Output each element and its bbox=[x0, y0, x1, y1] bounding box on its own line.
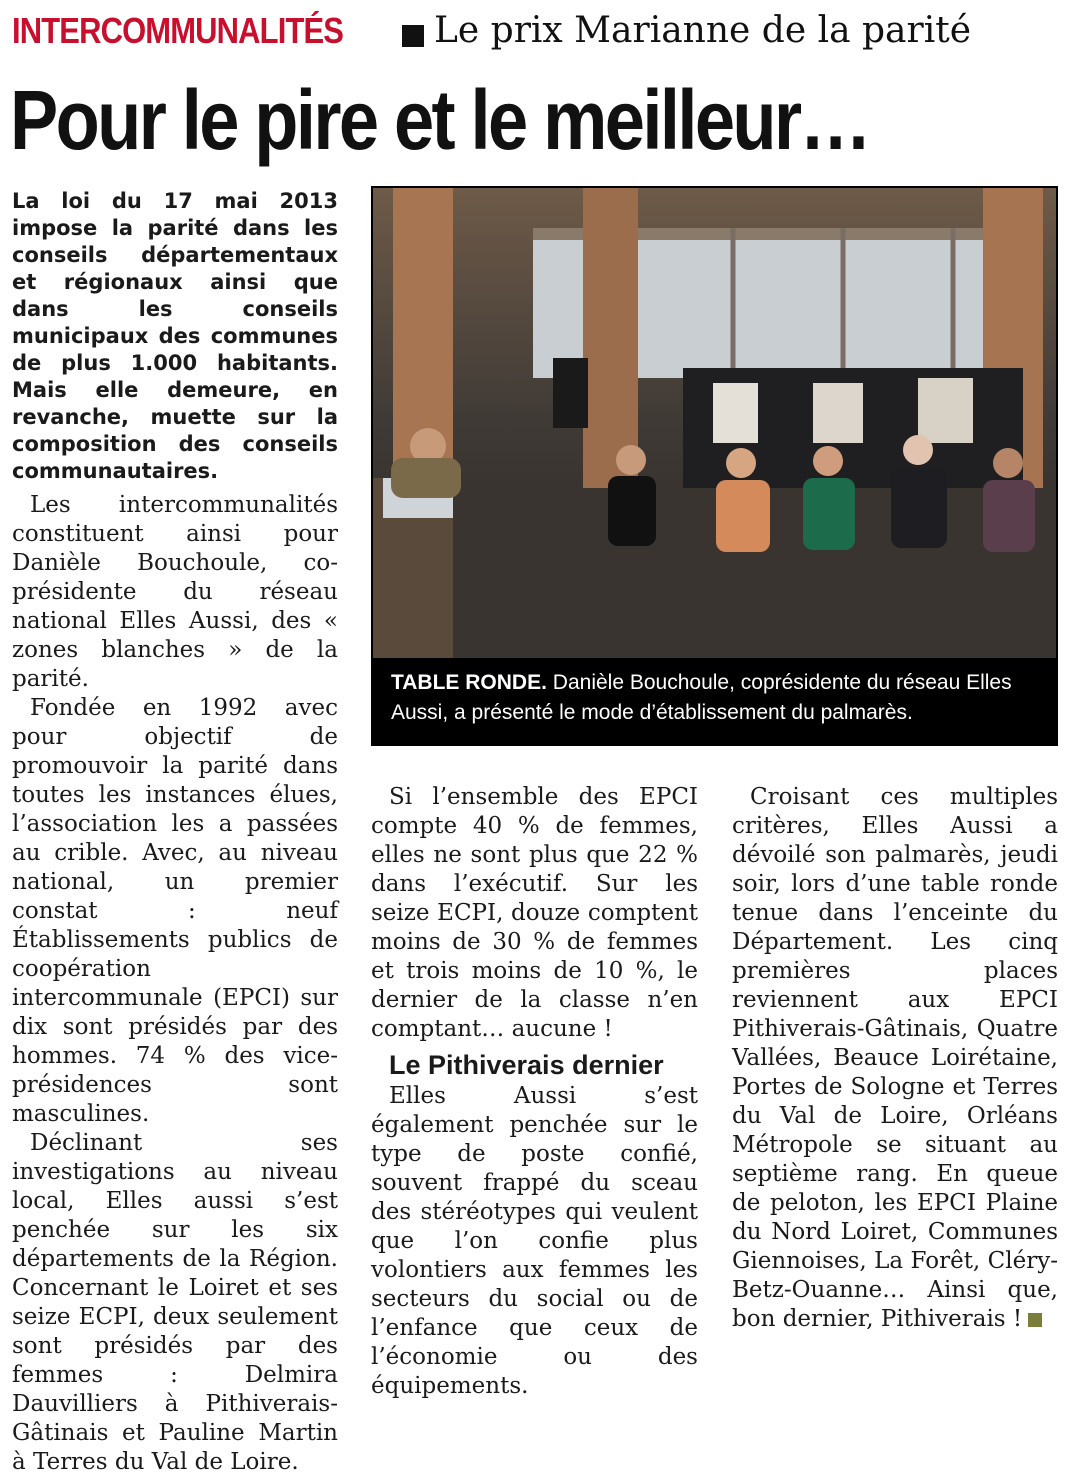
caption-label: TABLE RONDE. bbox=[391, 671, 547, 694]
lede: La loi du 17 mai 2013 impose la parité dans les conseils départementaux et régionaux ainsi que dans les conseils municipaux des communes de plus 1.000 habitants. Mais elle demeure, en revanche, muette sur la composition des conseils communautaires. bbox=[12, 189, 338, 483]
photo-block bbox=[371, 186, 1058, 746]
kicker bbox=[12, 10, 1062, 62]
paragraph: Les intercommunalités constituent ainsi pour Danièle Bouchoule, co-présidente du réseau national Elles Aussi, des « zones blanches » de la parité. bbox=[12, 492, 338, 692]
rubric-label: INTERCOMMUNALITÉS bbox=[12, 10, 344, 51]
end-of-article-square-icon bbox=[1028, 1313, 1042, 1327]
headline: Pour le pire et le meilleur… bbox=[10, 73, 870, 167]
separator-square-icon bbox=[402, 25, 424, 47]
caption-text: Danièle Bouchoule, coprésidente du réseau Elles Aussi, a présenté le mode d’établissement du palmarès. bbox=[391, 671, 1012, 724]
column-2 bbox=[371, 783, 698, 1401]
column-3 bbox=[732, 783, 1058, 1334]
paragraph: Déclinant ses investigations au niveau local, Elles aussi s’est penchée sur les six départements de la Région. Concernant le Loiret et ses seize ECPI, deux seulement sont présidés par des femmes : Delmira Dauvilliers à Pithiverais-Gâtinais et Pauline Martin à Terres du Val de Loire. bbox=[12, 1130, 338, 1475]
paragraph: Fondée en 1992 avec pour objectif de promouvoir la parité dans toutes les instances élues, l’association les a passées au crible. Avec, au niveau national, un premier constat : neuf Établissements publics de coopération intercommunale (EPCI) sur dix sont présidés par des hommes. 74 % des vice-présidences sont masculines. bbox=[12, 695, 338, 1127]
kicker-subtitle: Le prix Marianne de la parité bbox=[434, 10, 972, 51]
paragraph: Si l’ensemble des EPCI compte 40 % de femmes, elles ne sont plus que 22 % dans l’exécutif. Sur les seize ECPI, douze comptent moins de 30 % de femmes et trois moins de 10 %, le dernier de la classe n’en comptant… aucune ! bbox=[371, 784, 698, 1042]
round-table-photo bbox=[373, 188, 1056, 658]
subheading: Le Pithiverais dernier bbox=[389, 1050, 664, 1080]
column-1 bbox=[12, 188, 338, 1477]
paragraph-text: Croisant ces multiples critères, Elles Aussi a dévoilé son palmarès, jeudi soir, lors d’une table ronde tenue dans l’enceinte du Département. Les cinq premières places reviennent aux EPCI Pithiverais-Gâtinais, Quatre Vallées, Beauce Loirétaine, Portes de Sologne et Terres du Val de Loire, Orléans Métropole se situant au septième rang. En queue de peloton, les EPCI Plaine du Nord Loiret, Communes Giennoises, La Forêt, Cléry-Betz-Ouanne… Ainsi que, bon dernier, Pithiverais ! bbox=[732, 784, 1058, 1332]
photo-caption bbox=[391, 668, 1041, 728]
paragraph-last bbox=[732, 783, 1058, 1334]
paragraph: Elles Aussi s’est également penchée sur le type de poste confié, souvent frappé du sceau des stéréotypes qui veulent que l’on confie plus volontiers aux femmes les secteurs du social ou de l’enfance que ceux de l’économie ou des équipements. bbox=[371, 1083, 698, 1399]
